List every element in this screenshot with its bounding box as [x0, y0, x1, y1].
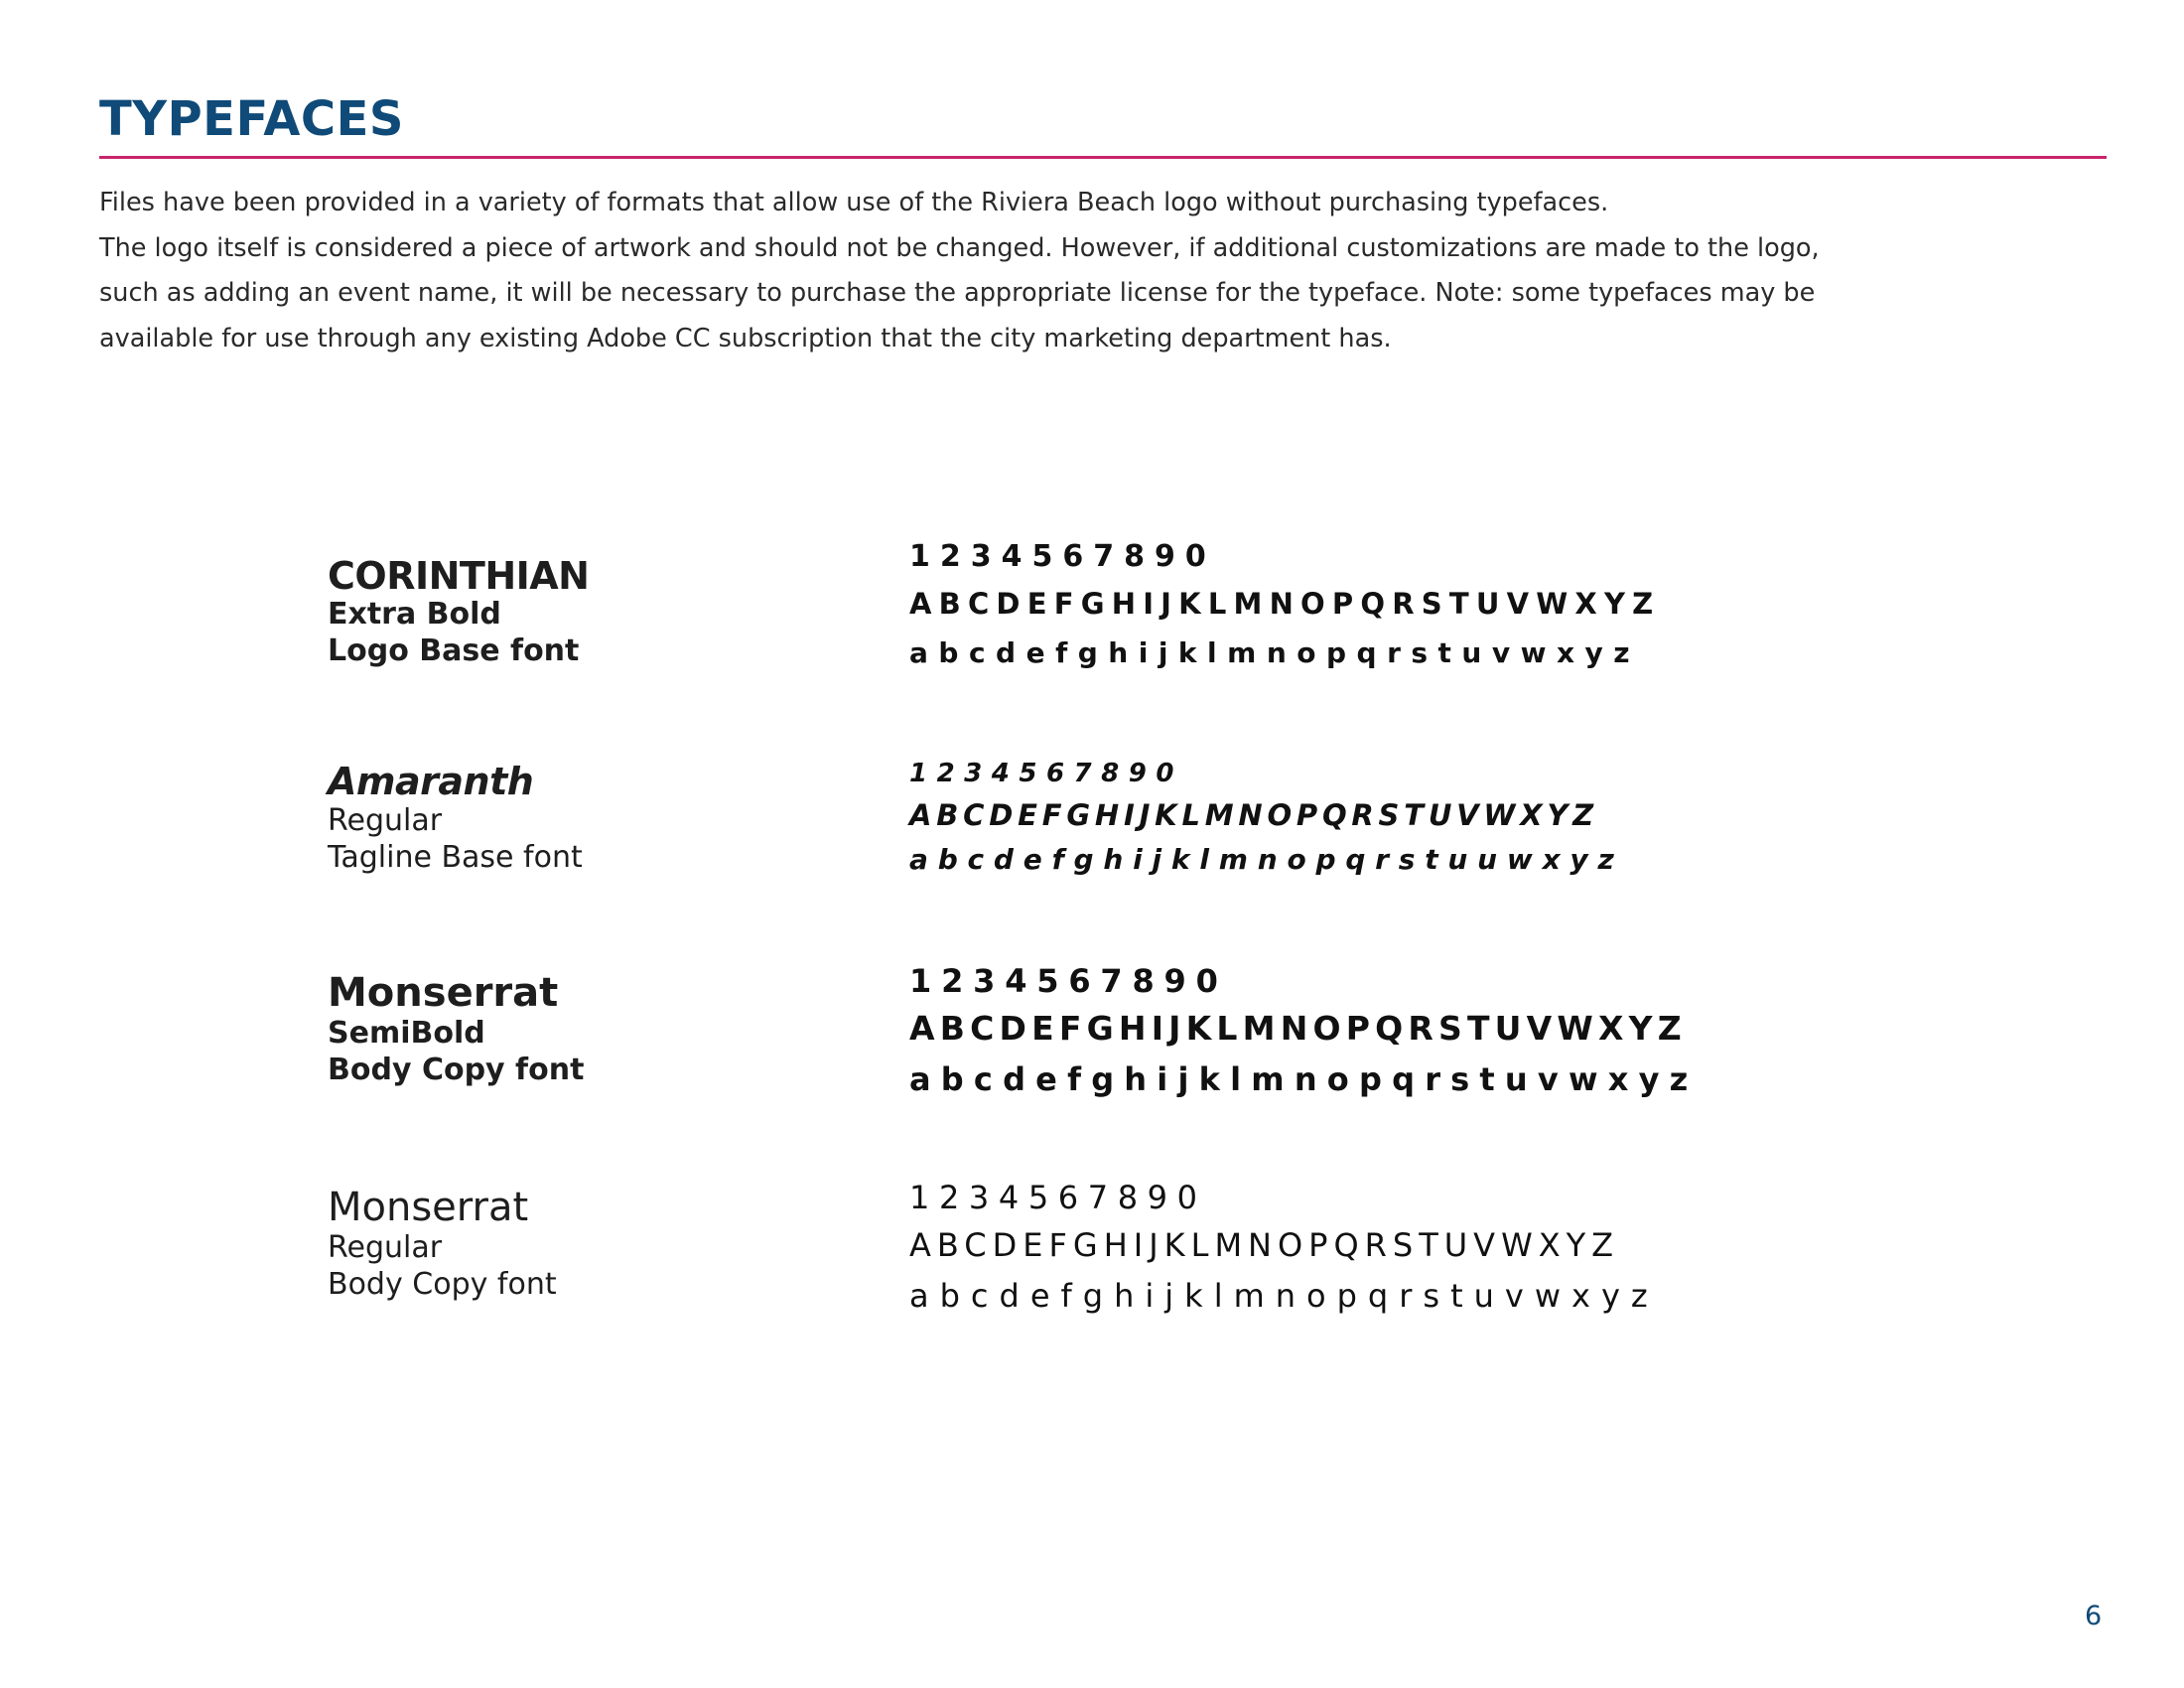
- specimen-numbers: 1234567890: [909, 962, 1228, 1000]
- typeface-weight: Extra Bold: [328, 597, 501, 632]
- intro-line: such as adding an event name, it will be necessary to purchase the appropriate license for the typeface. Note: some typefaces may be: [99, 278, 1816, 308]
- specimen-uppercase: ABCDEFGHIJKLMNOPQRSTUVWXYZ: [909, 798, 1598, 832]
- typeface-weight: Regular: [328, 803, 443, 838]
- specimen-uppercase: ABCDEFGHIJKLMNOPQRSTUVWXYZ: [909, 587, 1661, 621]
- typeface-name: Monserrat: [328, 970, 559, 1016]
- typeface-usage: Body Copy font: [328, 1267, 557, 1302]
- intro-line: The logo itself is considered a piece of artwork and should not be changed. However, if additional customizations are made to the logo,: [99, 232, 1820, 263]
- typeface-label: [328, 761, 884, 876]
- typeface-block-montserrat-semibold: [328, 959, 1817, 1108]
- typeface-block-amaranth: [328, 755, 1817, 904]
- typeface-label: [328, 556, 884, 669]
- intro-line: Files have been provided in a variety of formats that allow use of the Riviera Beach logo without purchasing typefaces.: [99, 188, 1609, 217]
- typeface-usage: Logo Base font: [328, 633, 580, 668]
- specimen-numbers: 1234567890: [909, 759, 1183, 788]
- page-title: TYPEFACES: [99, 91, 404, 147]
- typeface-specimen: [909, 1176, 2101, 1321]
- specimen-lowercase: abcdefghijklmnopqrstuuwxyz: [909, 843, 1624, 876]
- typeface-block-montserrat-regular: [328, 1176, 1817, 1325]
- specimen-uppercase: ABCDEFGHIJKLMNOPQRSTUVWXYZ: [909, 1226, 1620, 1264]
- page-number: 6: [2085, 1601, 2103, 1631]
- specimen-lowercase: abcdefghijklmnopqrstuvwxyz: [909, 1277, 1659, 1315]
- intro-paragraph: [99, 181, 2065, 361]
- typeface-block-corinthian: [328, 536, 1817, 685]
- typeface-weight: SemiBold: [328, 1016, 485, 1051]
- specimen-numbers: 1234567890: [909, 539, 1216, 574]
- specimen-uppercase: ABCDEFGHIJKLMNOPQRSTUVWXYZ: [909, 1009, 1687, 1048]
- specimen-lowercase: abcdefghijklmnopqrstuvwxyz: [909, 1060, 1699, 1098]
- specimen-numbers: 1234567890: [909, 1179, 1207, 1216]
- typeface-weight: Regular: [328, 1230, 443, 1265]
- typeface-specimen: [909, 959, 2101, 1104]
- typeface-specimen: [909, 536, 2101, 677]
- specimen-lowercase: abcdefghijklmnopqrstuvwxyz: [909, 636, 1641, 669]
- typeface-usage: Tagline Base font: [328, 840, 583, 875]
- typeface-name: Monserrat: [328, 1185, 529, 1230]
- typeface-label: [328, 1186, 884, 1303]
- typeface-specimen: [909, 755, 2101, 882]
- typeface-label: [328, 971, 884, 1088]
- intro-line: available for use through any existing Adobe CC subscription that the city marketing department has.: [99, 323, 1392, 353]
- typeface-usage: Body Copy font: [328, 1053, 585, 1087]
- typeface-name: CORINTHIAN: [328, 554, 590, 598]
- typeface-name: Amaranth: [328, 760, 534, 803]
- title-divider: [99, 156, 2107, 159]
